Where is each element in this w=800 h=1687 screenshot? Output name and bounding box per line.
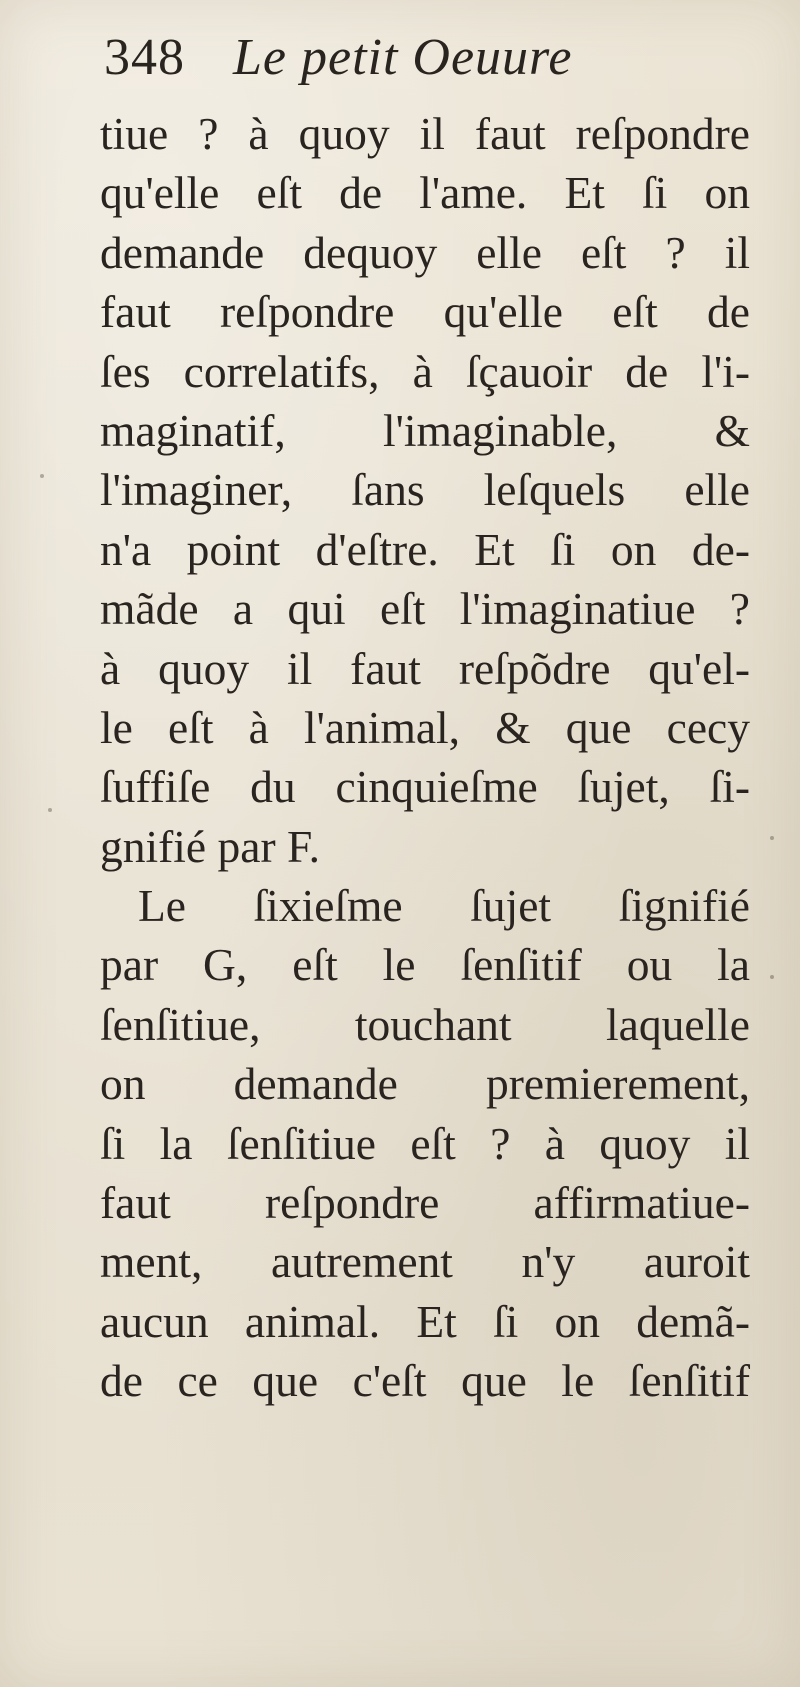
paper-speck [40, 474, 44, 478]
text-line: ſuffiſe du cinquieſme ſujet, ſi- [100, 761, 750, 813]
running-title: Le petit Oeuure [233, 29, 573, 86]
text-line: n'a point d'eſtre. Et ſi on de- [100, 523, 750, 575]
paragraph-start-line: Le ſixieſme ſujet ſignifié [138, 880, 750, 932]
text-line: l'imaginer, ſans leſquels elle [100, 464, 750, 516]
text-line: gnifié par F. [100, 820, 321, 872]
paper-speck [770, 975, 774, 979]
text-line: ſi la ſenſitiue eſt ? à quoy il [100, 1117, 750, 1169]
text-line: ment, autrement n'y auroit [100, 1236, 750, 1288]
text-line: ſenſitiue, touchant laquelle [100, 998, 750, 1050]
paper-speck [48, 808, 52, 812]
text-line: maginatif, l'imaginable, & [100, 404, 750, 456]
text-line: faut reſpondre affirmatiue- [100, 1177, 750, 1229]
text-line: de ce que c'eſt que le ſenſitif [100, 1355, 750, 1407]
body-text [100, 104, 750, 1411]
text-line: mãde a qui eſt l'imaginatiue ? [100, 583, 750, 635]
page-number: 348 [104, 29, 185, 86]
text-line: faut reſpondre qu'elle eſt de [100, 286, 750, 338]
text-line: tiue ? à quoy il faut reſpondre [100, 108, 750, 159]
page-header [104, 28, 572, 98]
text-line: demande dequoy elle eſt ? il [100, 226, 750, 278]
text-line: aucun animal. Et ſi on demã- [100, 1295, 750, 1347]
text-line: à quoy il faut reſpõdre qu'el- [100, 642, 750, 694]
text-line: par G, eſt le ſenſitif ou la [100, 939, 750, 991]
paper-speck [770, 836, 774, 840]
text-line: ſes correlatifs, à ſçauoir de l'i- [100, 345, 750, 397]
text-line: le eſt à l'animal, & que cecy [100, 701, 750, 753]
text-line: qu'elle eſt de l'ame. Et ſi on [100, 167, 750, 219]
text-line: on demande premierement, [100, 1058, 750, 1110]
